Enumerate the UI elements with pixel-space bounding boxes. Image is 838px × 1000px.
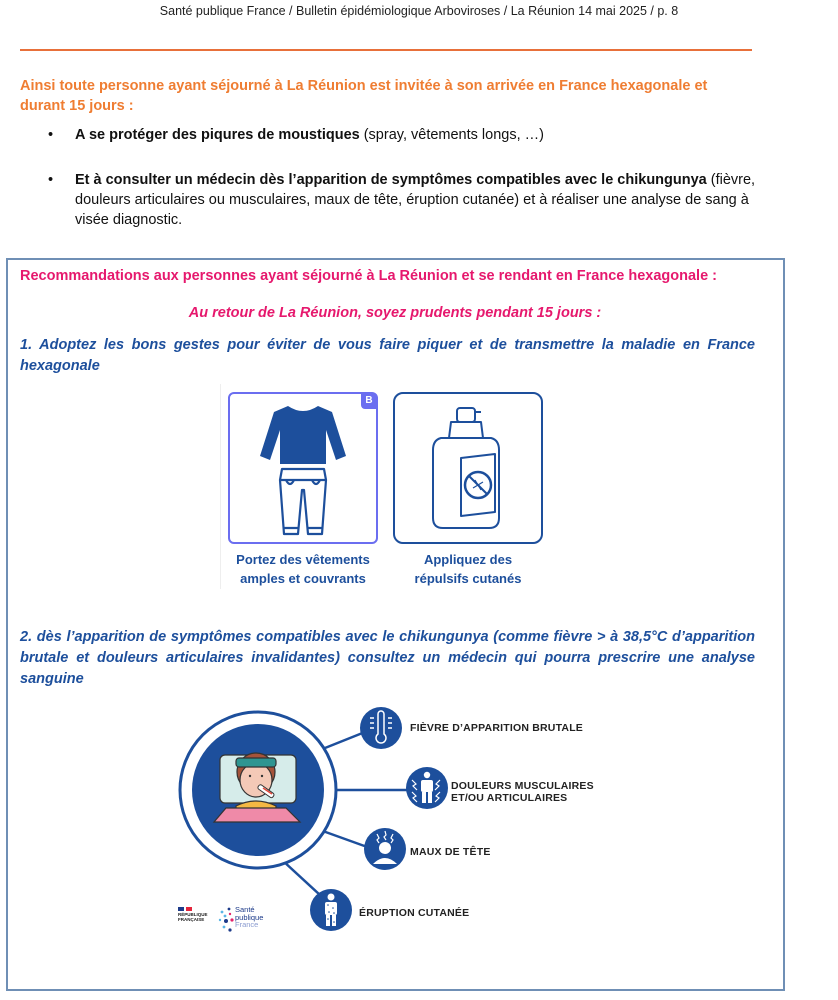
repellent-caption [393,550,543,588]
sick-person-icon [214,753,300,822]
symptom-muscle-joint-pain [451,780,594,804]
bullet-bold-text: Et à consulter un médecin dès l’apparition de symptômes compatibles avec le chikungunya [75,172,707,188]
list-item [48,125,758,145]
symptom-label-line: DOULEURS MUSCULAIRES [451,780,594,792]
bullet-bold-text: A se protéger des piqures de moustiques [75,127,360,143]
bullet-icon: • [48,172,54,188]
recommendations-title: Recommandations aux personnes ayant séjourné à La Réunion et se rendant en France hexagonale : [20,268,717,284]
republique-francaise-logo [178,907,214,922]
list-item [48,170,758,230]
bullet-icon: • [48,127,54,143]
clothing-caption [228,550,378,588]
flag-icon [178,907,214,911]
symptom-label-line: MAUX DE TÊTE [410,846,491,858]
spf-text [235,906,263,929]
running-header: Santé publique France / Bulletin épidémiologique Arboviroses / La Réunion 14 mai 2025 / p. 8 [159,4,679,18]
spf-line: publique [235,912,264,922]
republique-label: RÉPUBLIQUE FRANÇAISE [178,912,208,922]
caption-line: répulsifs cutanés [414,571,522,586]
step-1-text: 1. Adoptez les bons gestes pour éviter de vous faire piquer et de transmettre la maladie en France hexagonale [20,337,755,374]
bullet-text: (spray, vêtements longs, …) [359,127,544,143]
caption-line: Portez des vêtements [236,552,370,567]
symptom-rash [359,907,469,919]
header-divider [20,49,752,51]
bullet-text: (fièvre, douleurs articulaires ou musculaires, maux de tête, éruption cutanée) et à réaliser une analyse de sang à visée diagnostic. [75,172,756,228]
clothing-icon [230,394,376,542]
card-badge: B [361,393,377,409]
symptom-label-line: ET/OU ARTICULAIRES [451,792,568,804]
repellent-spray-icon [395,394,541,542]
caption-line: amples et couvrants [240,571,366,586]
bullet-list-2 [48,170,758,230]
spf-line: Santé [235,905,255,914]
caption-line: Appliquez des [423,552,513,567]
spf-dots-icon [218,906,234,936]
step-2-text: 2. dès l’apparition de symptômes compatibles avec le chikungunya (comme fièvre > à 38,5°C d’apparition brutale et douleurs articulaires invalidantes) consultez un médecin qui pourra prescrire une analyse sanguine [20,629,755,687]
clothing-card [228,392,378,544]
sante-publique-france-logo [218,906,278,936]
symptoms-infographic [170,700,630,950]
recommendations-subtitle: Au retour de La Réunion, soyez prudents pendant 15 jours : [188,305,602,321]
symptom-label-line: FIÈVRE D’APPARITION BRUTALE [410,722,584,734]
symptom-headache [410,846,491,858]
intro-paragraph: Ainsi toute personne ayant séjourné à La Réunion est invitée à son arrivée en France hexagonale et durant 15 jours : [20,78,708,114]
symptom-fever [410,722,583,734]
repellent-card [393,392,543,544]
spf-line: France [235,920,259,929]
prevention-cards [220,384,556,589]
bullet-list-1 [48,125,758,145]
symptom-label-line: ÉRUPTION CUTANÉE [359,907,470,919]
